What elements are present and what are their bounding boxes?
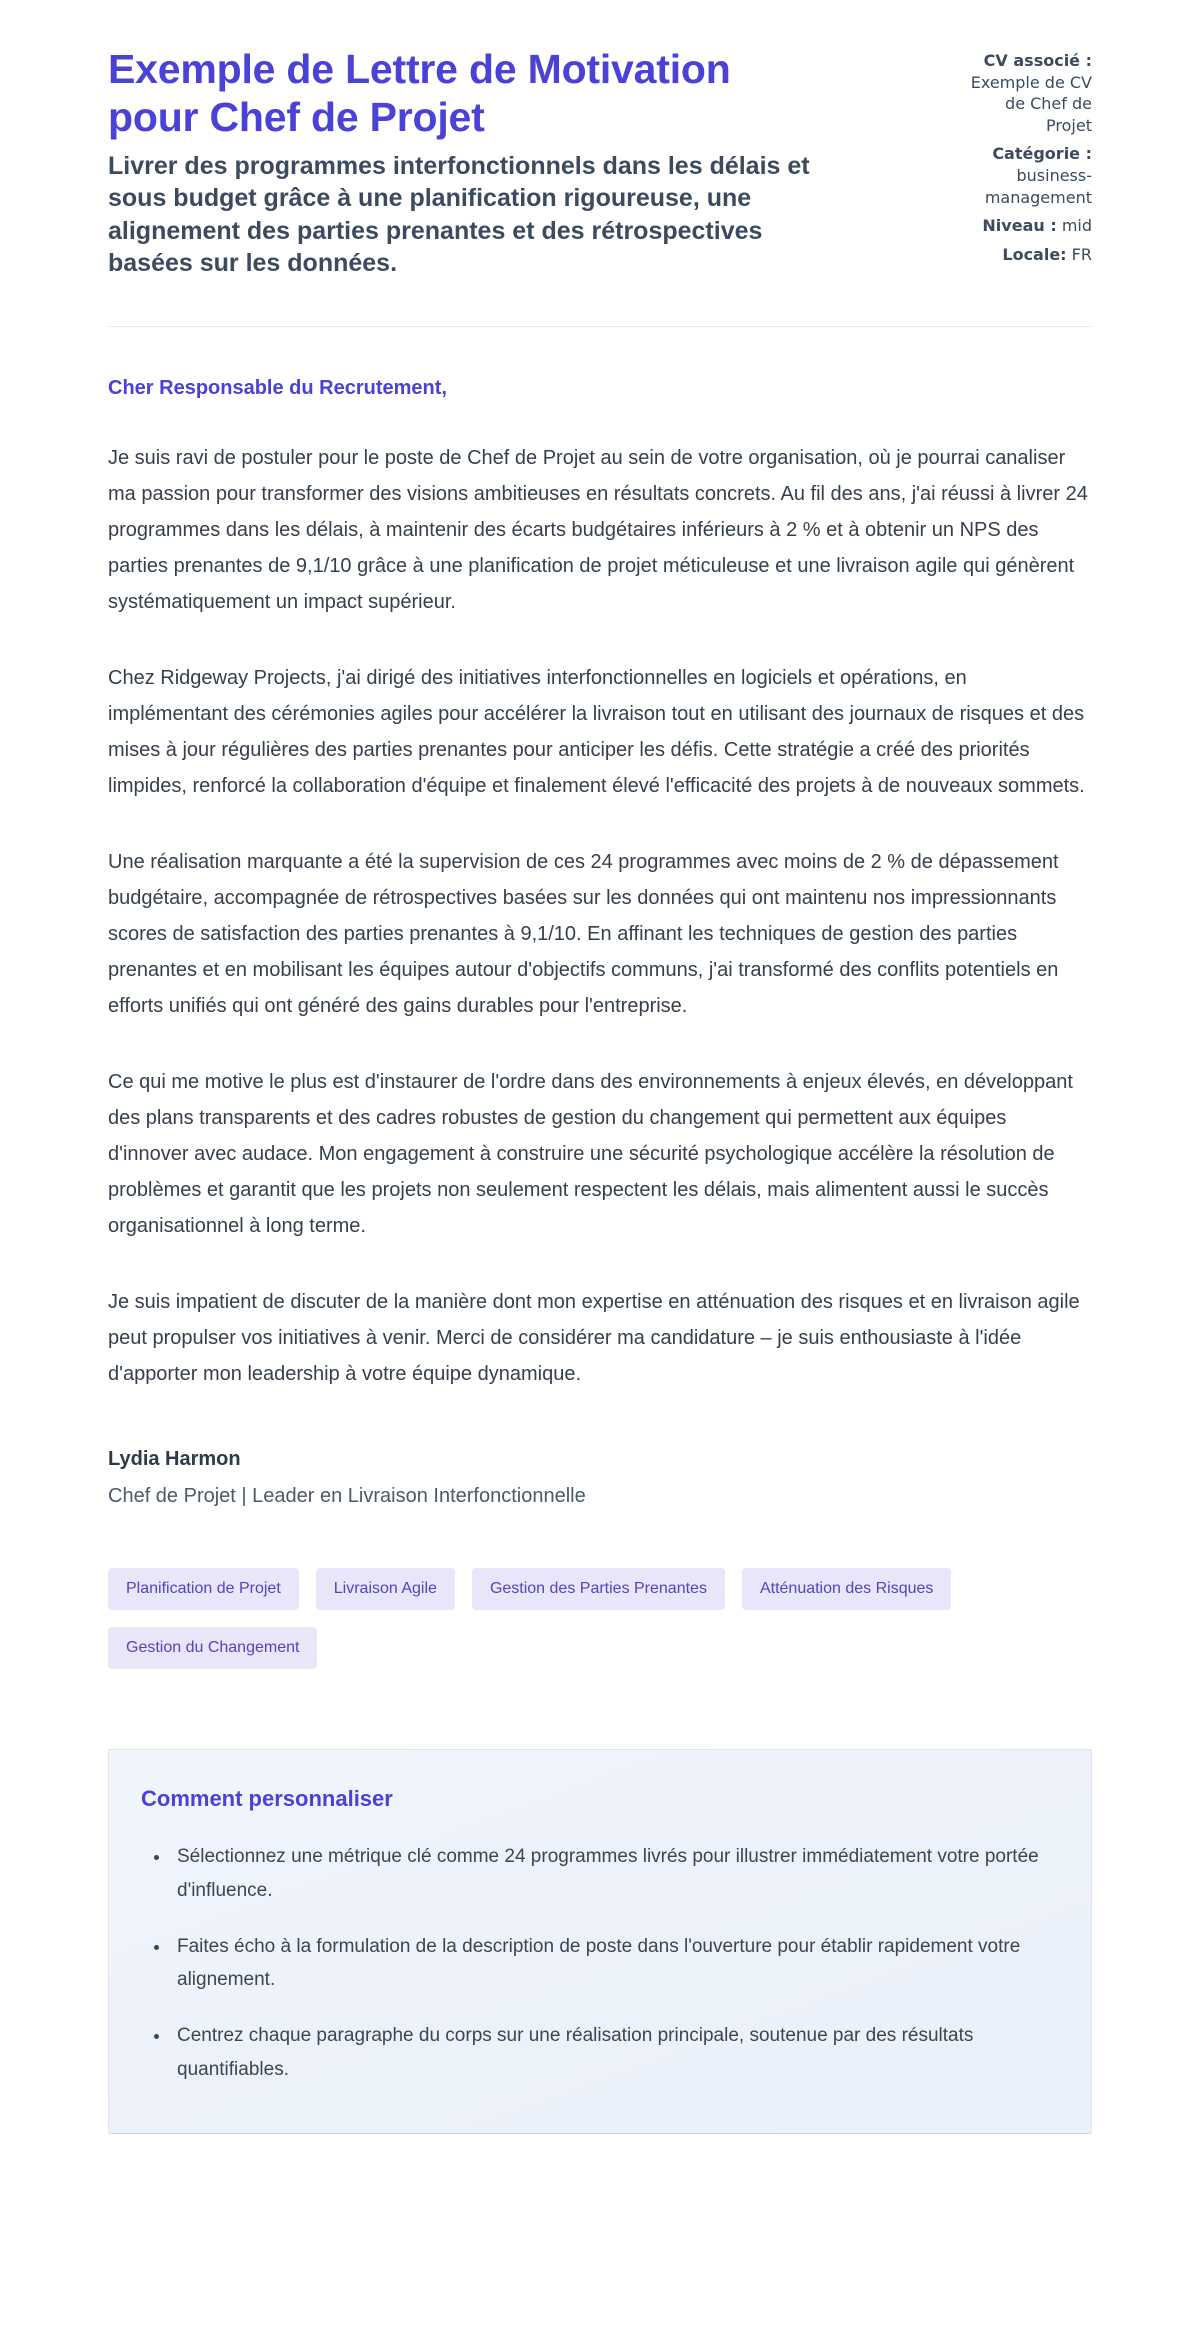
meta-panel	[917, 46, 1092, 280]
meta-cv	[917, 50, 1092, 136]
meta-category	[917, 143, 1092, 208]
letter-paragraph: Ce qui me motive le plus est d'instaurer de l'ordre dans des environnements à enjeux élevés, en développant des plans transparents et des cadres robustes de gestion du changement qui permettent aux équipes d'innover avec audace. Mon engagement à construire une sécurité psychologique accélère la résolution de problèmes et garantit que les projets non seulement respectent les délais, mais alimentent aussi le succès organisationnel à long terme.	[108, 1070, 1073, 1237]
header-divider	[108, 326, 1092, 327]
tips-title: Comment personnaliser	[141, 1785, 393, 1811]
tips-list	[141, 1840, 1059, 2087]
skill-tag: Gestion des Parties Prenantes	[472, 1568, 725, 1610]
meta-cv-label: CV associé :	[983, 51, 1092, 70]
page-container	[108, 0, 1092, 2194]
page-subtitle: Livrer des programmes interfonctionnels dans les délais et sous budget grâce à une planification rigoureuse, une alignement des parties prenantes et des rétrospectives basées sur les données.	[108, 151, 810, 278]
header-left	[108, 46, 917, 280]
meta-category-label: Catégorie :	[992, 144, 1092, 164]
header	[108, 46, 1092, 280]
signature-name: Lydia Harmon	[108, 1447, 241, 1470]
skill-tags	[108, 1568, 1092, 1669]
skill-tag: Planification de Projet	[108, 1568, 299, 1610]
letter-paragraph: Une réalisation marquante a été la supervision de ces 24 programmes avec moins de 2 % de dépassement budgétaire, accompagnée de rétrospectives basées sur les données qui ont maintenu nos impressionnants scores de satisfaction des parties prenantes à 9,1/10. En affinant les techniques de gestion des parties prenantes et en mobilisant les équipes autour d'objectifs communs, j'ai transformé des conflits potentiels en efforts unifiés qui ont généré des gains durables pour l'entreprise.	[108, 850, 1059, 1017]
meta-category-value: business-management	[984, 165, 1092, 207]
meta-locale-value: FR	[1071, 244, 1092, 264]
meta-level	[917, 215, 1092, 237]
meta-cv-value: Exemple de CV de Chef de Projet	[970, 72, 1092, 135]
signature-block	[108, 1448, 1092, 1508]
letter-body	[108, 377, 1092, 1392]
meta-locale-label: Locale:	[1002, 244, 1067, 264]
letter-paragraph: Je suis impatient de discuter de la manière dont mon expertise en atténuation des risques et en livraison agile peut propulser vos initiatives à venir. Merci de considérer ma candidature – je suis enthousiaste à l'idée d'apporter mon leadership à votre équipe dynamique.	[108, 1290, 1080, 1385]
tips-item: • Faites écho à la formulation de la description de poste dans l'ouverture pour établir rapidement votre alignement.	[171, 1930, 1059, 1998]
skill-tag: Atténuation des Risques	[742, 1568, 951, 1610]
tips-item: • Centrez chaque paragraphe du corps sur une réalisation principale, soutenue par des résultats quantifiables.	[171, 2019, 1059, 2087]
tips-item: • Sélectionnez une métrique clé comme 24 programmes livrés pour illustrer immédiatement votre portée d'influence.	[171, 1840, 1059, 1908]
skill-tag: Gestion du Changement	[108, 1627, 317, 1669]
page-title: Exemple de Lettre de Motivation pour Chef de Projet	[108, 46, 731, 140]
meta-level-value: mid	[1061, 216, 1092, 236]
letter-paragraph: Chez Ridgeway Projects, j'ai dirigé des initiatives interfonctionnelles en logiciels et opérations, en implémentant des cérémonies agiles pour accélérer la livraison tout en utilisant des journaux de risques et des mises à jour régulières des parties prenantes pour anticiper les défis. Cette stratégie a créé des priorités limpides, renforcé la collaboration d'équipe et finalement élevé l'efficacité des projets à de nouveaux sommets.	[108, 666, 1085, 797]
letter-greeting: Cher Responsable du Recrutement,	[108, 376, 447, 399]
tips-box	[108, 1749, 1092, 2134]
signature-role: Chef de Projet | Leader en Livraison Interfonctionnelle	[108, 1484, 586, 1507]
skill-tag: Livraison Agile	[316, 1568, 455, 1610]
meta-locale	[917, 244, 1092, 266]
meta-level-label: Niveau :	[982, 216, 1057, 236]
letter-paragraph: Je suis ravi de postuler pour le poste de Chef de Projet au sein de votre organisation, où je pourrai canaliser ma passion pour transformer des visions ambitieuses en résultats concrets. Au fil des ans, j'ai réussi à livrer 24 programmes dans les délais, à maintenir des écarts budgétaires inférieurs à 2 % et à obtenir un NPS des parties prenantes de 9,1/10 grâce à une planification de projet méticuleuse et une livraison agile qui génèrent systématiquement un impact supérieur.	[108, 446, 1088, 613]
